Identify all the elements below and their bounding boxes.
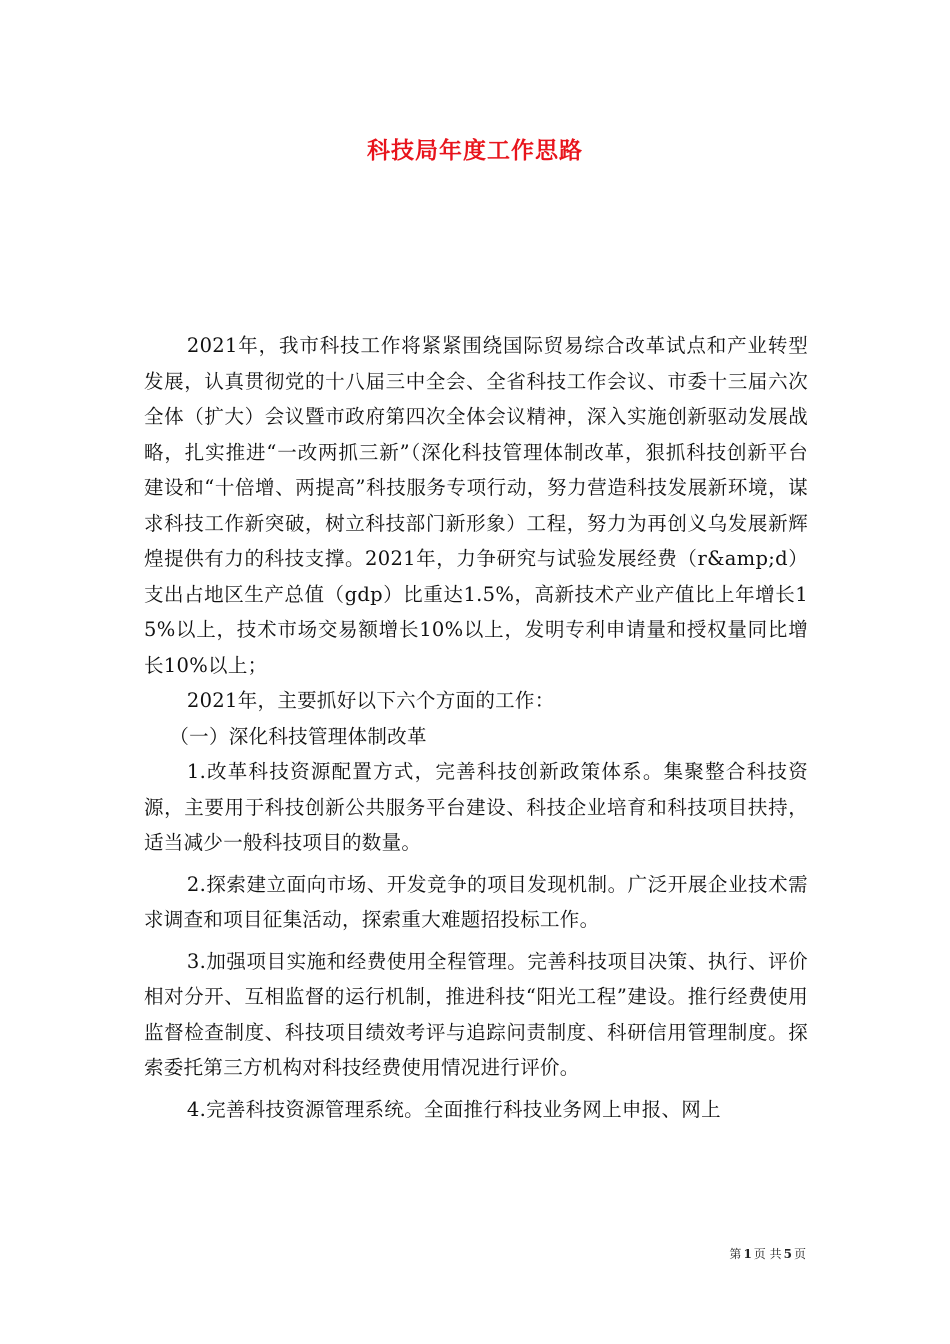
paragraph-item-3: 3.加强项目实施和经费使用全程管理。完善科技项目决策、执行、评价相对分开、互相监督的运行机制，推进科技“阳光工程”建设。推行经费使用监督检查制度、科技项目绩效考评与追踪问责制度、科研信用管理制度。探索委托第三方机构对科技经费使用情况进行评价。: [144, 949, 808, 1079]
total-page-number: 5: [783, 1247, 792, 1261]
footer-suffix: 页: [793, 1247, 806, 1261]
section-heading-1: （一）深化科技管理体制改革: [169, 724, 427, 748]
paragraph-intro: 2021年，我市科技工作将紧紧围绕国际贸易综合改革试点和产业转型发展，认真贯彻党的十八届三中全会、全省科技工作会议、市委十三届六次全体（扩大）会议暨市政府第四次全体会议精神，深入实施创新驱动发展战略，扎实推进“一改两抓三新”（深化科技管理体制改革，狠抓科技创新平台建设和“十倍增、两提高”科技服务专项行动，努力营造科技发展新环境，谋求科技工作新突破，树立科技部门新形象）工程，努力为再创义乌发展新辉煌提供有力的科技支撑。2021年，力争研究与试验发展经费（r&amp;d）支出占地区生产总值（gdp）比重达1.5%，高新技术产业产值比上年增长15%以上，技术市场交易额增长10%以上，发明专利申请量和授权量同比增长10%以上；: [144, 334, 808, 677]
current-page-number: 1: [743, 1247, 752, 1261]
paragraph-item-2: 2.探索建立面向市场、开发竞争的项目发现机制。广泛开展企业技术需求调查和项目征集活动，探索重大难题招投标工作。: [144, 872, 808, 931]
paragraph-item-4: 4.完善科技资源管理系统。全面推行科技业务网上申报、网上: [186, 1097, 721, 1121]
document-body: [144, 328, 808, 1127]
footer-prefix: 第: [729, 1247, 742, 1261]
page-number-footer: [729, 1245, 806, 1262]
paragraph-six-aspects: 2021年，主要抓好以下六个方面的工作：: [186, 689, 555, 712]
document-title: 科技局年度工作思路: [367, 137, 583, 164]
paragraph-item-1: 1.改革科技资源配置方式，完善科技创新政策体系。集聚整合科技资源，主要用于科技创新公共服务平台建设、科技企业培育和科技项目扶持，适当减少一般科技项目的数量。: [144, 760, 808, 854]
footer-middle: 页 共: [753, 1247, 782, 1261]
